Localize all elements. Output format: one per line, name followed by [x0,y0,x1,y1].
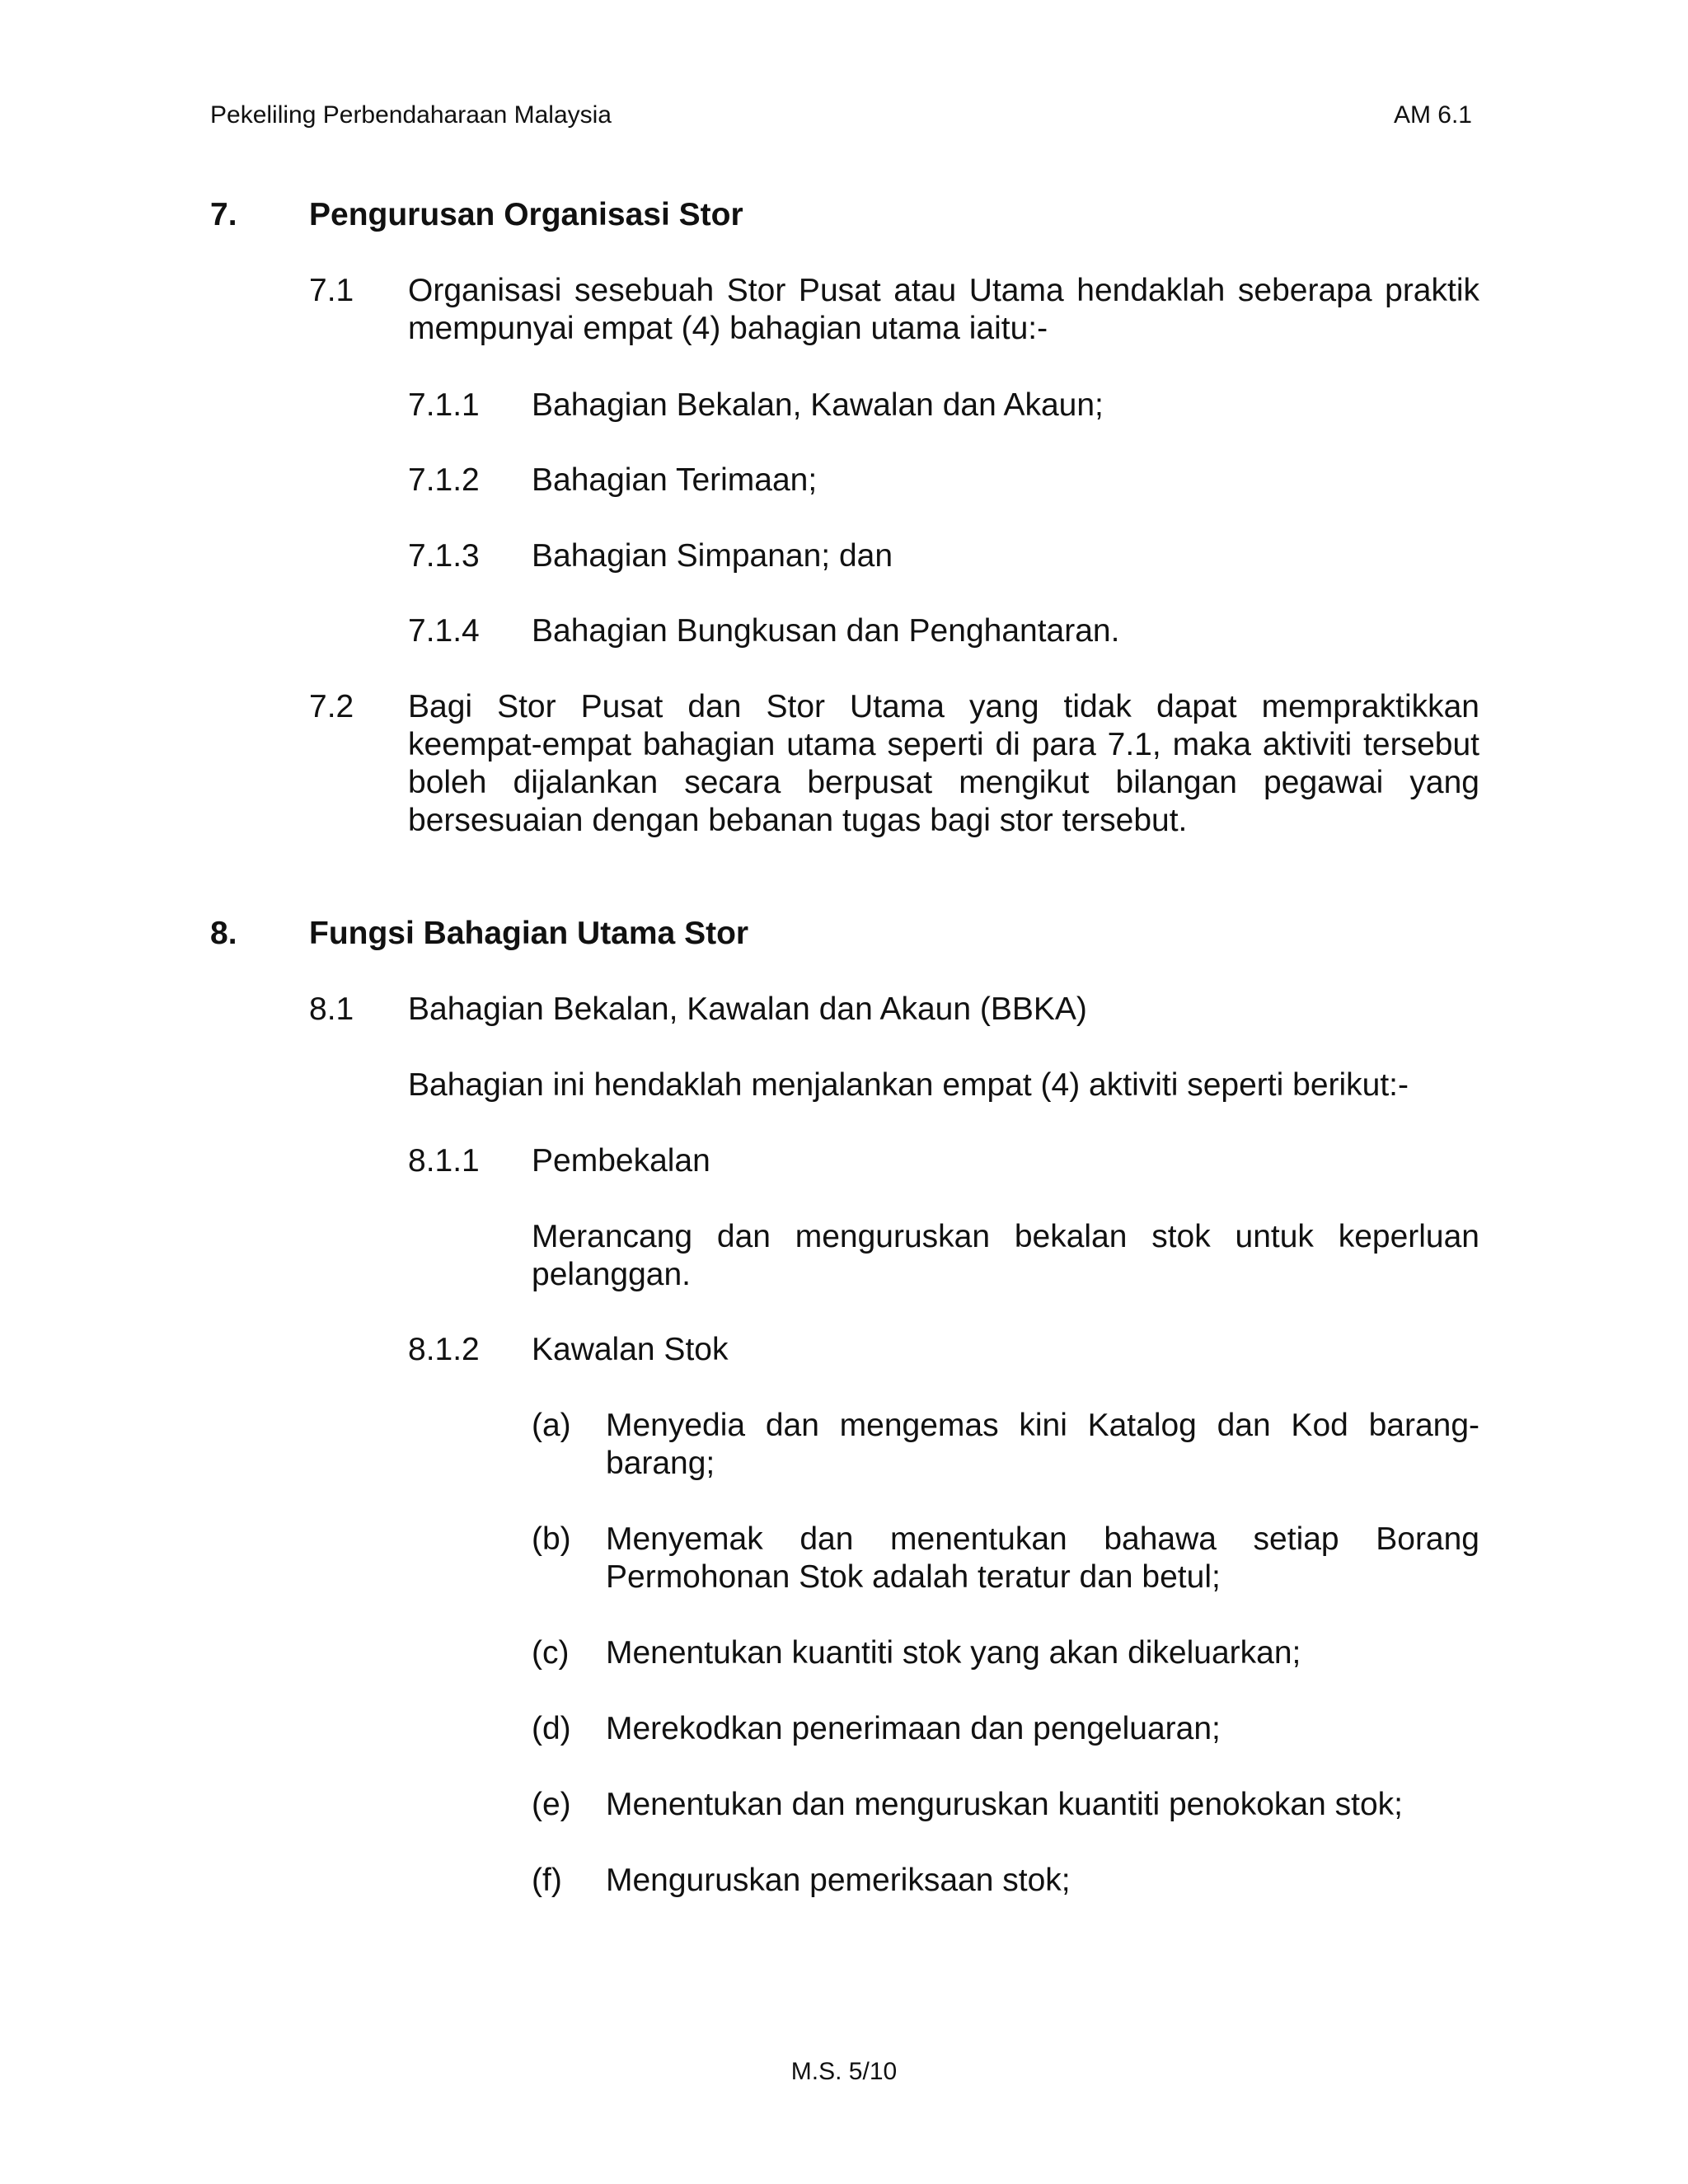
list-item-d-label: (d) [532,1711,571,1746]
section-8-title: Fungsi Bahagian Utama Stor [309,916,749,951]
item-7-1-1-text: Bahagian Bekalan, Kawalan dan Akaun; [532,387,1104,423]
para-7-2-text: Bagi Stor Pusat dan Stor Utama yang tidak dapat mempraktikkan keempat-empat bahagian utama seperti di para 7.1, maka aktiviti tersebut boleh dijalankan secara berpusat mengikut bilangan pegawai yang bersesuaian dengan bebanan tugas bagi stor tersebut. [408,689,1479,838]
para-8-1-number: 8.1 [309,991,354,1027]
list-item-e-label: (e) [532,1787,571,1822]
item-7-1-1-number: 7.1.1 [408,387,480,423]
section-7-number: 7. [210,197,237,232]
list-item-c-label: (c) [532,1635,570,1671]
list-item-a-label: (a) [532,1408,571,1443]
list-item-a-text: Menyedia dan mengemas kini Katalog dan Kod barang-barang; [606,1408,1479,1481]
item-7-1-3-number: 7.1.3 [408,538,480,574]
list-item-b-text: Menyemak dan menentukan bahawa setiap Borang Permohonan Stok adalah teratur dan betul; [606,1521,1479,1595]
item-7-1-4-text: Bahagian Bungkusan dan Penghantaran. [532,613,1120,649]
para-8-1-title: Bahagian Bekalan, Kawalan dan Akaun (BBKA) [408,991,1087,1027]
para-7-1-text: Organisasi sesebuah Stor Pusat atau Utama hendaklah seberapa praktik mempunyai empat (4) bahagian utama iaitu:- [408,273,1479,346]
list-item-b-label: (b) [532,1521,571,1557]
para-7-2-number: 7.2 [309,689,354,724]
item-8-1-1-number: 8.1.1 [408,1143,480,1179]
item-8-1-2-number: 8.1.2 [408,1332,480,1367]
para-8-1-intro: Bahagian ini hendaklah menjalankan empat (4) aktiviti seperti berikut:- [408,1067,1409,1103]
header-reference: AM 6.1 [1393,101,1472,129]
section-7-title: Pengurusan Organisasi Stor [309,197,743,232]
item-7-1-2-number: 7.1.2 [408,462,480,498]
item-7-1-4-number: 7.1.4 [408,613,480,649]
list-item-f-text: Menguruskan pemeriksaan stok; [606,1863,1071,1898]
section-8-number: 8. [210,916,237,951]
item-7-1-3-text: Bahagian Simpanan; dan [532,538,893,574]
list-item-e-text: Menentukan dan menguruskan kuantiti penokokan stok; [606,1787,1403,1822]
para-7-1-number: 7.1 [309,273,354,308]
item-8-1-1-title: Pembekalan [532,1143,710,1179]
item-8-1-2-title: Kawalan Stok [532,1332,729,1367]
list-item-c-text: Menentukan kuantiti stok yang akan dikeluarkan; [606,1635,1301,1671]
list-item-f-label: (f) [532,1863,562,1898]
header-title: Pekeliling Perbendaharaan Malaysia [210,101,612,129]
item-7-1-2-text: Bahagian Terimaan; [532,462,818,498]
item-8-1-1-text: Merancang dan menguruskan bekalan stok untuk keperluan pelanggan. [532,1219,1479,1292]
list-item-d-text: Merekodkan penerimaan dan pengeluaran; [606,1711,1221,1746]
page-number: M.S. 5/10 [790,2058,898,2085]
